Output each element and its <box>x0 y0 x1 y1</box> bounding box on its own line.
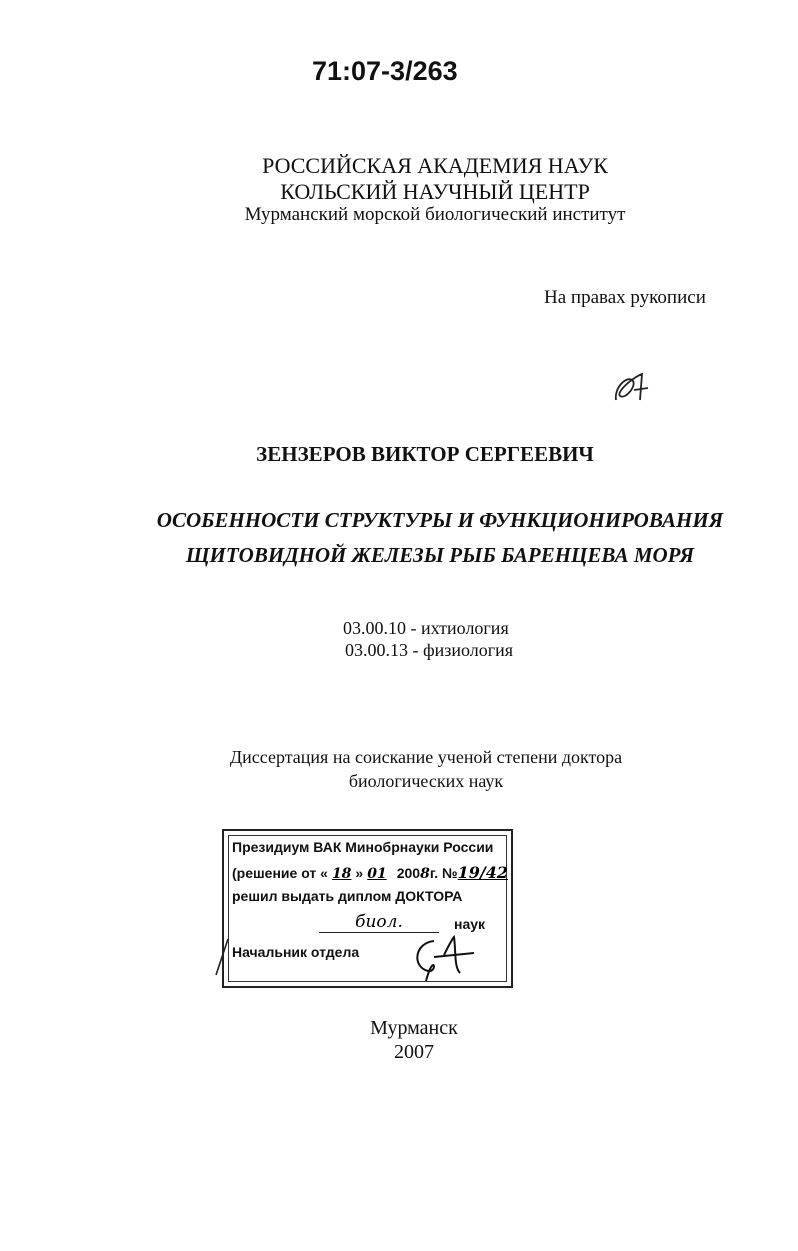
stamp-line-5: Начальник отдела <box>232 944 360 960</box>
stamp-line-2 <box>232 863 508 882</box>
stamp-quote-close: » <box>355 865 364 881</box>
stamp-line-1: Президиум ВАК Минобрнауки России <box>232 839 494 855</box>
stamp-science-handwritten: биол. <box>319 912 439 933</box>
handwritten-initial-mark <box>612 370 652 410</box>
dissertation-line-2: биологических наук <box>348 771 504 791</box>
stamp-line-4: наук <box>454 916 486 932</box>
signature-icon <box>404 931 479 986</box>
vak-stamp <box>222 829 513 988</box>
stamp-day-handwritten: 18 <box>331 866 352 882</box>
margin-stroke-mark <box>210 935 234 980</box>
stamp-line-3: решил выдать диплом ДОКТОРА <box>232 888 463 904</box>
year: 2007 <box>394 1041 434 1063</box>
stamp-g-number: г. № <box>429 865 458 881</box>
specialty-1: 03.00.10 - ихтиология <box>343 618 509 638</box>
catalog-number: 71:07-3/263 <box>312 56 458 86</box>
thesis-title-line-2: ЩИТОВИДНОЙ ЖЕЛЕЗЫ РЫБ БАРЕНЦЕВА МОРЯ <box>185 543 695 567</box>
academy-name: РОССИЙСКАЯ АКАДЕМИЯ НАУК <box>262 153 608 178</box>
stamp-decision-prefix: (решение от « <box>232 865 328 881</box>
stamp-month-handwritten: 01 <box>367 866 387 882</box>
rights-note: На правах рукописи <box>544 287 706 308</box>
specialty-2: 03.00.13 - физиология <box>345 640 514 660</box>
institute-name: Мурманский морской биологический институт <box>244 204 626 225</box>
stamp-number-handwritten: 19/42 <box>457 863 509 882</box>
center-name: КОЛЬСКИЙ НАУЧНЫЙ ЦЕНТР <box>280 179 590 204</box>
city: Мурманск <box>370 1017 458 1039</box>
stamp-year-digit-handwritten: 8 <box>420 866 430 882</box>
stamp-year-prefix: 200 <box>396 865 421 881</box>
author-name: ЗЕНЗЕРОВ ВИКТОР СЕРГЕЕВИЧ <box>256 442 594 466</box>
dissertation-line-1: Диссертация на соискание ученой степени доктора <box>229 747 623 767</box>
thesis-title-line-1: ОСОБЕННОСТИ СТРУКТУРЫ И ФУНКЦИОНИРОВАНИЯ <box>156 508 724 532</box>
